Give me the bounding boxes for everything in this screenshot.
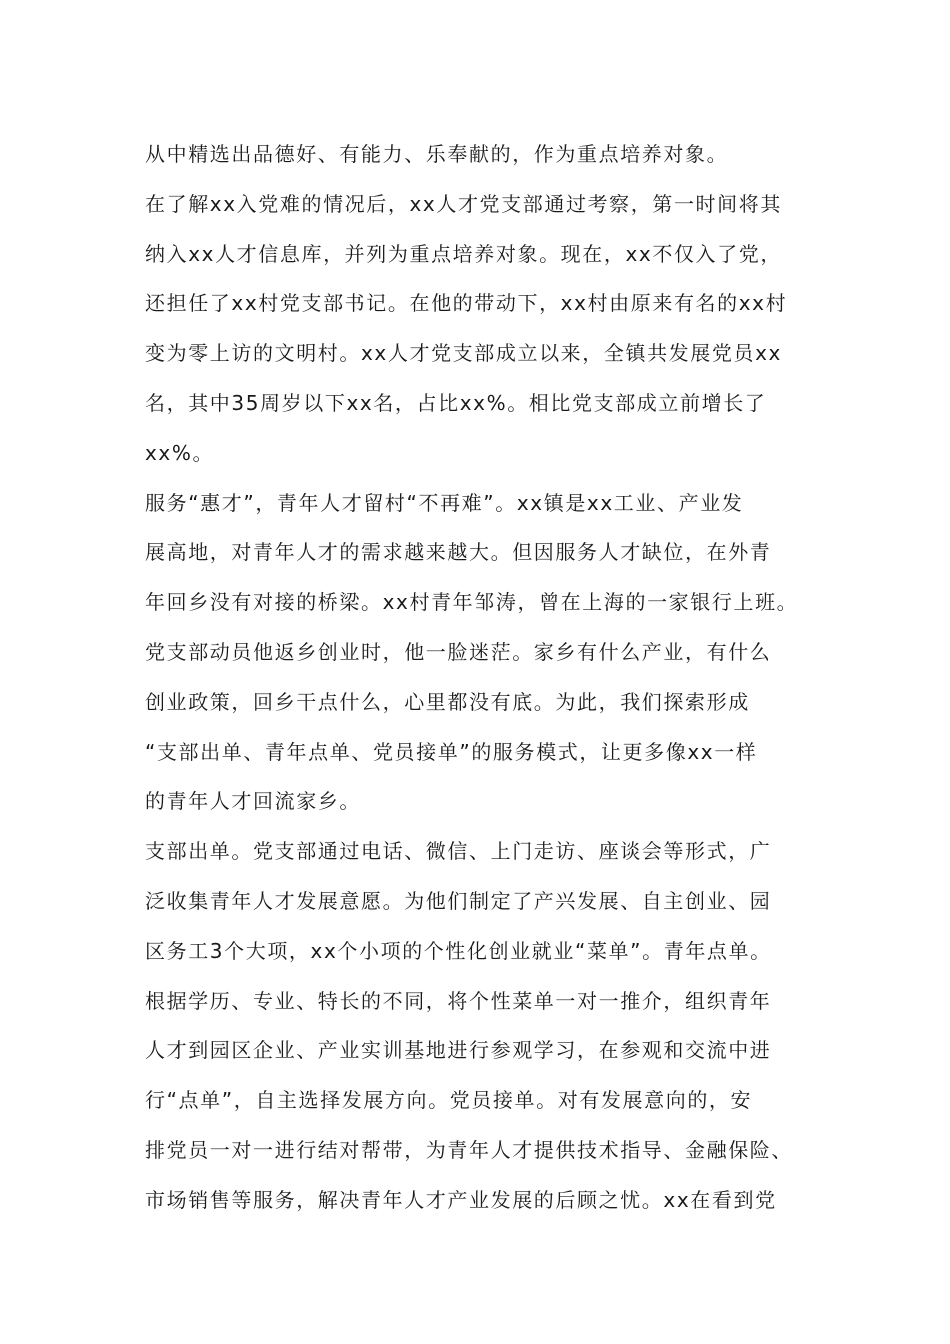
text-line: 年回乡没有对接的桥梁。xx村青年邹涛，曾在上海的一家银行上班。	[145, 590, 799, 615]
text-line: 还担任了xx村党支部书记。在他的带动下，xx村由原来有名的xx村	[145, 291, 788, 316]
text-line: 从中精选出品德好、有能力、乐奉献的，作为重点培养对象。	[145, 142, 729, 166]
text-line: 名，其中35周岁以下xx名，占比xx%。相比党支部成立前增长了	[145, 390, 767, 415]
text-line: 行“点单”，自主选择发展方向。党员接单。对有发展意向的，安	[145, 1088, 753, 1113]
text-line: 党支部动员他返乡创业时，他一脸迷茫。家乡有什么产业，有什么	[145, 639, 772, 664]
text-line: 根据学历、专业、特长的不同，将个性菜单一对一推介，组织青年	[145, 988, 772, 1013]
text-line: 人才到园区企业、产业实训基地进行参观学习，在参观和交流中进	[145, 1038, 772, 1063]
text-line: 在了解xx入党难的情况后，xx人才党支部通过考察，第一时间将其	[145, 191, 782, 216]
text-line: 支部出单。党支部通过电话、微信、上门走访、座谈会等形式，广	[145, 839, 772, 864]
body-text	[145, 130, 835, 1226]
text-line: 排党员一对一进行结对帮带，为青年人才提供技术指导、金融保险、	[145, 1137, 793, 1162]
text-line: 的青年人才回流家乡。	[145, 789, 361, 814]
text-line: 纳入xx人才信息库，并列为重点培养对象。现在，xx不仅入了党，	[145, 241, 782, 266]
text-line: 展高地，对青年人才的需求越来越大。但因服务人才缺位，在外青	[145, 540, 772, 565]
text-line: 变为零上访的文明村。xx人才党支部成立以来，全镇共发展党员xx	[145, 341, 782, 366]
text-line: 服务“惠才”，青年人才留村“不再难”。xx镇是xx工业、产业发	[145, 490, 744, 515]
text-line: 创业政策，回乡干点什么，心里都没有底。为此，我们探索形成	[145, 689, 750, 714]
text-line: 泛收集青年人才发展意愿。为他们制定了产兴发展、自主创业、园	[145, 888, 772, 913]
text-line: 市场销售等服务，解决青年人才产业发展的后顾之忧。xx在看到党	[145, 1187, 777, 1212]
text-line: 区务工3个大项，xx个小项的个性化创业就业“菜单”。青年点单。	[145, 938, 772, 963]
text-line: “支部出单、青年点单、党员接单”的服务模式，让更多像xx一样	[145, 739, 758, 764]
text-line: xx%。	[145, 440, 215, 465]
